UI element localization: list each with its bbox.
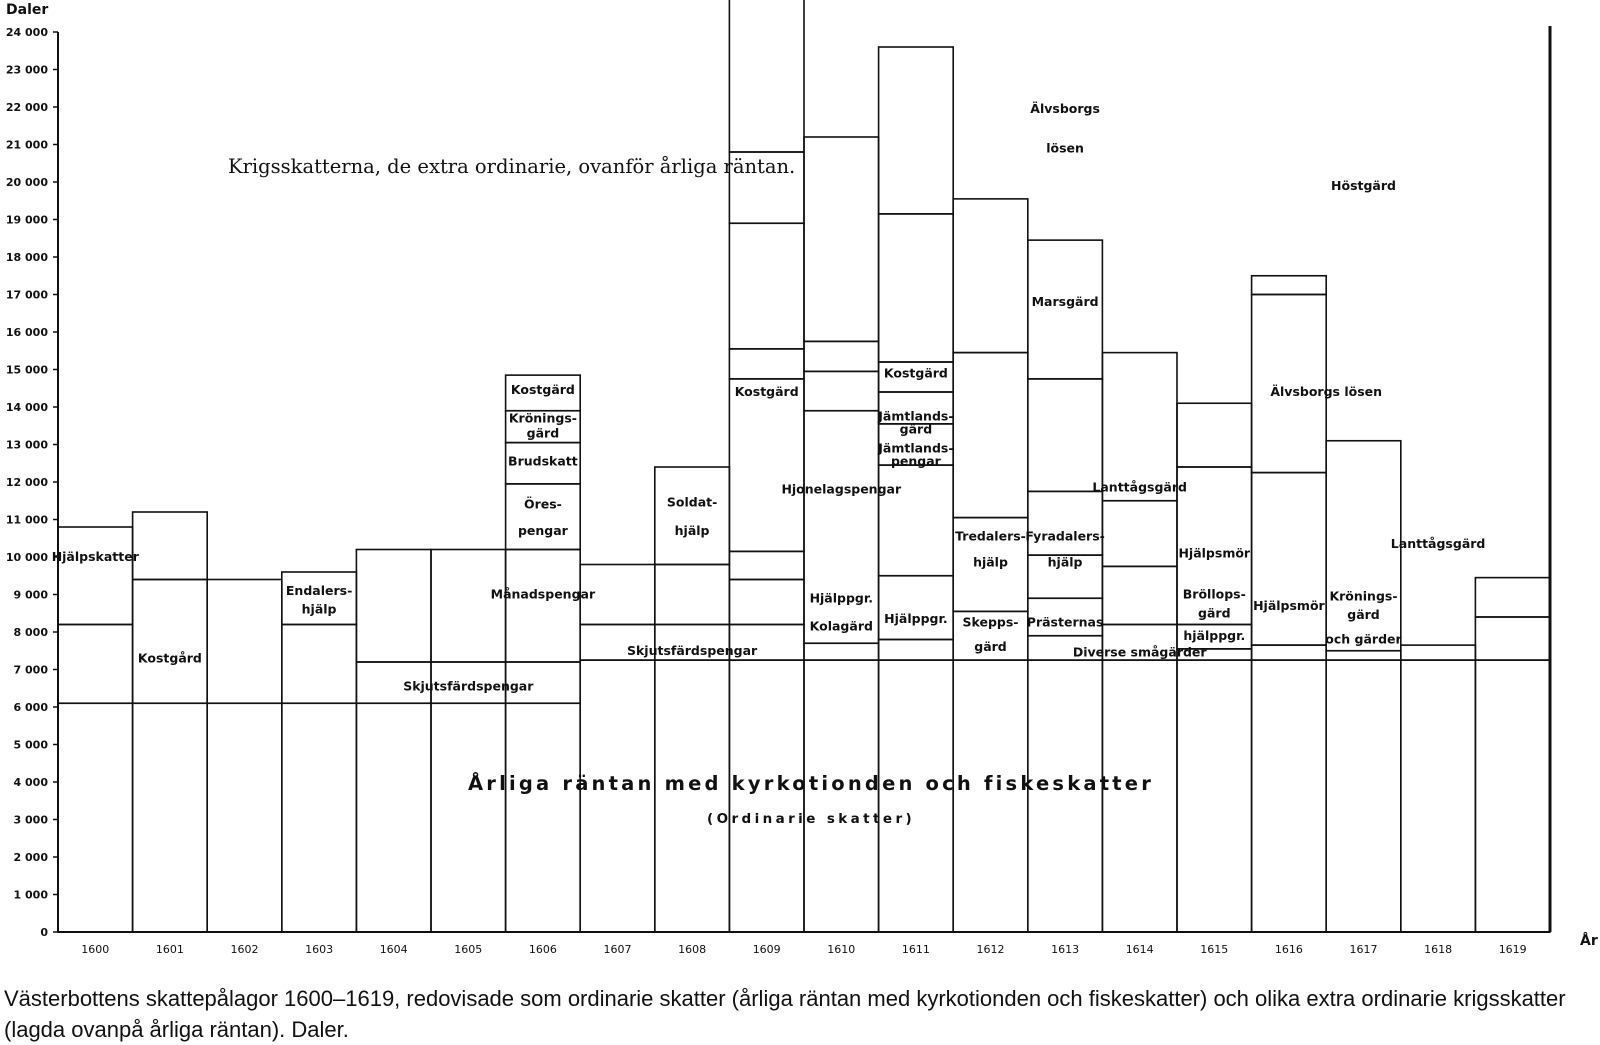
segment-1610 <box>804 411 879 644</box>
y-tick-label: 9 000 <box>13 588 48 602</box>
x-axis-unit-label: År <box>1580 933 1598 949</box>
base-bar-1619 <box>1475 660 1550 932</box>
segment-1600 <box>58 625 133 704</box>
y-tick-label: 24 000 <box>5 26 48 39</box>
segment-1602 <box>207 580 282 704</box>
y-tick-label: 2 000 <box>13 851 48 864</box>
base-bar-1613 <box>1028 660 1103 932</box>
y-tick-label: 12 000 <box>5 476 48 489</box>
segment-1612 <box>953 199 1028 353</box>
base-bar-1608 <box>655 660 730 932</box>
base-bar-1603 <box>282 703 357 932</box>
y-tick-label: 16 000 <box>5 326 48 339</box>
segment-label: gärd <box>526 425 560 441</box>
year-tick-label: 1605 <box>454 943 483 956</box>
base-bar-1614 <box>1102 660 1177 932</box>
segment-1606 <box>506 484 581 550</box>
y-axis-unit-label: Daler <box>6 2 49 18</box>
year-tick-label: 1603 <box>305 943 334 956</box>
segment-label: gärd <box>974 639 1007 654</box>
segment-1614 <box>1102 353 1177 501</box>
segment-1601 <box>133 512 208 580</box>
segment-1609 <box>729 0 804 152</box>
segment-1616 <box>1252 276 1327 295</box>
segment-label: Skjutsfärdspengar <box>626 642 758 658</box>
segment-label: Bröllops- <box>1182 586 1246 602</box>
y-tick-label: 6 000 <box>13 701 48 714</box>
segment-1611 <box>879 640 954 661</box>
year-tick-label: 1604 <box>379 943 408 956</box>
year-tick-label: 1611 <box>901 943 930 956</box>
year-tick-label: 1618 <box>1424 943 1453 956</box>
segment-1606 <box>506 550 581 663</box>
segment-label: Krönings- <box>508 410 577 426</box>
year-tick-label: 1613 <box>1051 943 1080 956</box>
segment-label: Älvsborgs <box>1030 100 1100 116</box>
ordinary-taxes-sublabel: (Ordinarie skatter) <box>707 811 916 827</box>
y-tick-label: 5 000 <box>13 738 48 752</box>
year-tick-label: 1612 <box>976 943 1005 956</box>
x-axis <box>81 943 1526 956</box>
segment-label: hjälp <box>674 522 710 538</box>
y-tick-label: 4 000 <box>13 776 48 789</box>
segment-1613 <box>1028 379 1103 492</box>
year-tick-label: 1606 <box>528 943 557 956</box>
segment-label: gärd <box>1198 605 1231 621</box>
segment-1610 <box>804 643 879 660</box>
year-tick-label: 1616 <box>1274 943 1303 956</box>
y-tick-label: 8 000 <box>13 626 48 639</box>
base-bar-1601 <box>133 703 208 932</box>
segment-1619 <box>1475 578 1550 617</box>
segment-label: Månadspengar <box>490 586 596 602</box>
segment-label: gärd <box>899 421 933 437</box>
segment-1614 <box>1102 501 1177 567</box>
year-tick-label: 1607 <box>603 943 632 956</box>
segment-label: pengar <box>517 522 568 538</box>
year-tick-label: 1601 <box>155 943 184 956</box>
segment-1614 <box>1102 566 1177 624</box>
segment-label: Prästernas <box>1026 614 1104 630</box>
segment-label: Kostgärd <box>883 365 948 381</box>
segment-label: Diverse smågärder <box>1072 644 1207 660</box>
segment-1603 <box>282 625 357 704</box>
segment-label: pengar <box>890 453 941 469</box>
segment-label: Tredalers- <box>955 528 1026 544</box>
base-bar-1606 <box>506 703 581 932</box>
y-tick-label: 17 000 <box>5 288 48 302</box>
segment-label: Hjälppgr. <box>884 610 948 626</box>
y-tick-label: 15 000 <box>5 363 48 377</box>
year-tick-label: 1600 <box>81 943 110 956</box>
segment-1609 <box>729 349 804 379</box>
year-tick-label: 1619 <box>1498 943 1527 956</box>
segment-label: Lanttågsgärd <box>1390 535 1486 551</box>
base-bar-1607 <box>580 660 655 932</box>
y-tick-label: 22 000 <box>5 101 48 114</box>
figure-caption: Västerbottens skattepålagor 1600–1619, redovisade som ordinarie skatter (årliga räntan med kyrkotionden och fiskeskatter) och olika extra ordinarie krigsskatter (lagda ovanpå årliga räntan). Daler. <box>4 986 1566 1042</box>
segment-1612 <box>953 353 1028 518</box>
segment-label: Älvsborgs lösen <box>1270 384 1383 399</box>
year-tick-label: 1608 <box>678 943 707 956</box>
segment-label: hjälppgr. <box>1183 627 1246 643</box>
segment-label: Kostgärd <box>734 384 799 399</box>
segment-1611 <box>879 214 954 362</box>
segment-1615 <box>1177 403 1252 467</box>
segment-1613 <box>1028 491 1103 555</box>
segment-label: Fyradalers- <box>1025 528 1105 544</box>
segment-label: Kolagärd <box>809 618 873 634</box>
segment-1616 <box>1252 473 1327 646</box>
segment-1617 <box>1326 651 1401 660</box>
base-bar-1611 <box>879 660 954 932</box>
segment-label: Öres- <box>523 496 562 512</box>
base-bar-1610 <box>804 660 879 932</box>
segment-1611 <box>879 47 954 214</box>
segment-1611 <box>879 576 954 640</box>
segment-1605 <box>431 550 506 663</box>
segment-1609 <box>729 223 804 349</box>
year-tick-label: 1609 <box>752 943 781 956</box>
segment-label: Lanttågsgärd <box>1092 479 1187 495</box>
segment-1619 <box>1475 617 1550 660</box>
segment-1613 <box>1028 240 1103 379</box>
year-tick-label: 1614 <box>1125 943 1154 956</box>
segment-label: Soldat- <box>666 494 718 510</box>
segment-label: Kostgärd <box>510 382 575 398</box>
y-tick-label: 11 000 <box>5 513 48 527</box>
base-bar-1615 <box>1177 660 1252 932</box>
year-tick-label: 1602 <box>230 943 259 956</box>
segment-label: Hjälpskatter <box>51 549 139 564</box>
ordinary-taxes-label: Årliga räntan med kyrkotionden och fiskeskatter <box>468 772 1155 795</box>
segment-1608 <box>655 467 730 565</box>
segment-label: Hjälpsmör <box>1178 545 1251 561</box>
segment-1608 <box>655 565 730 625</box>
segment-label: hjälp <box>1047 554 1083 570</box>
segment-1609 <box>729 580 804 625</box>
base-bar-1616 <box>1252 660 1327 932</box>
base-bar-1618 <box>1401 660 1476 932</box>
base-bar-1617 <box>1326 660 1401 932</box>
base-bar-1600 <box>58 703 133 932</box>
segment-1604 <box>356 550 431 663</box>
segment-label: lösen <box>1046 140 1084 156</box>
segment-label: Hjälpsmör <box>1253 597 1325 613</box>
y-tick-label: 14 000 <box>5 401 48 414</box>
segment-label: Skjutsfärdspengar <box>403 678 534 694</box>
segment-label: och gärder <box>1325 631 1402 647</box>
y-tick-label: 19 000 <box>5 213 48 227</box>
segment-label: Jämtlands- <box>878 440 954 456</box>
base-bar-1605 <box>431 703 506 932</box>
base-bar-1609 <box>729 660 804 932</box>
segment-label: hjälp <box>301 601 337 617</box>
segment-1616 <box>1252 645 1327 660</box>
y-tick-label: 3 000 <box>13 813 48 827</box>
segment-1610 <box>804 341 879 371</box>
segment-label: Höstgärd <box>1331 177 1396 193</box>
segment-label: Hjonelagspengar <box>781 481 902 497</box>
segment-1603 <box>282 572 357 625</box>
base-bar-1612 <box>953 660 1028 932</box>
y-tick-label: 7 000 <box>13 663 48 677</box>
segment-label: Jämtlands- <box>878 408 954 424</box>
segment-label: Krönings- <box>1329 588 1398 604</box>
year-tick-label: 1610 <box>827 943 856 956</box>
segment-1610 <box>804 371 879 410</box>
year-tick-label: 1617 <box>1349 943 1378 956</box>
segment-1609 <box>729 551 804 579</box>
segment-label: Skepps- <box>962 614 1019 630</box>
base-bar-1602 <box>207 703 282 932</box>
segment-label: Kostgård <box>137 650 202 666</box>
segment-1609 <box>729 379 804 552</box>
y-tick-label: 10 000 <box>5 551 48 564</box>
y-tick-label: 20 000 <box>5 176 48 189</box>
extra-taxes-annotation: Krigsskatterna, de extra ordinarie, ovanför årliga räntan. <box>228 155 796 178</box>
y-axis <box>6 26 58 939</box>
segment-1618 <box>1401 645 1476 660</box>
y-tick-label: 0 <box>40 926 48 939</box>
segment-label: hjälp <box>973 554 1008 570</box>
y-tick-label: 21 000 <box>5 138 48 152</box>
y-tick-label: 23 000 <box>5 63 48 77</box>
y-tick-label: 13 000 <box>5 438 48 452</box>
segment-label: Marsgärd <box>1031 294 1099 309</box>
segment-1600 <box>58 527 133 625</box>
y-tick-label: 18 000 <box>5 251 48 264</box>
segment-1610 <box>804 137 879 341</box>
segment-label: gärd <box>1347 607 1380 623</box>
segment-label: Endalers- <box>285 582 353 598</box>
year-tick-label: 1615 <box>1200 943 1229 956</box>
y-tick-label: 1 000 <box>13 888 48 902</box>
base-bar-1604 <box>356 703 431 932</box>
segment-labels <box>52 101 1486 694</box>
segment-label: Hjälppgr. <box>809 590 874 606</box>
segment-1601 <box>133 580 208 704</box>
segment-label: Brudskatt <box>508 453 578 469</box>
